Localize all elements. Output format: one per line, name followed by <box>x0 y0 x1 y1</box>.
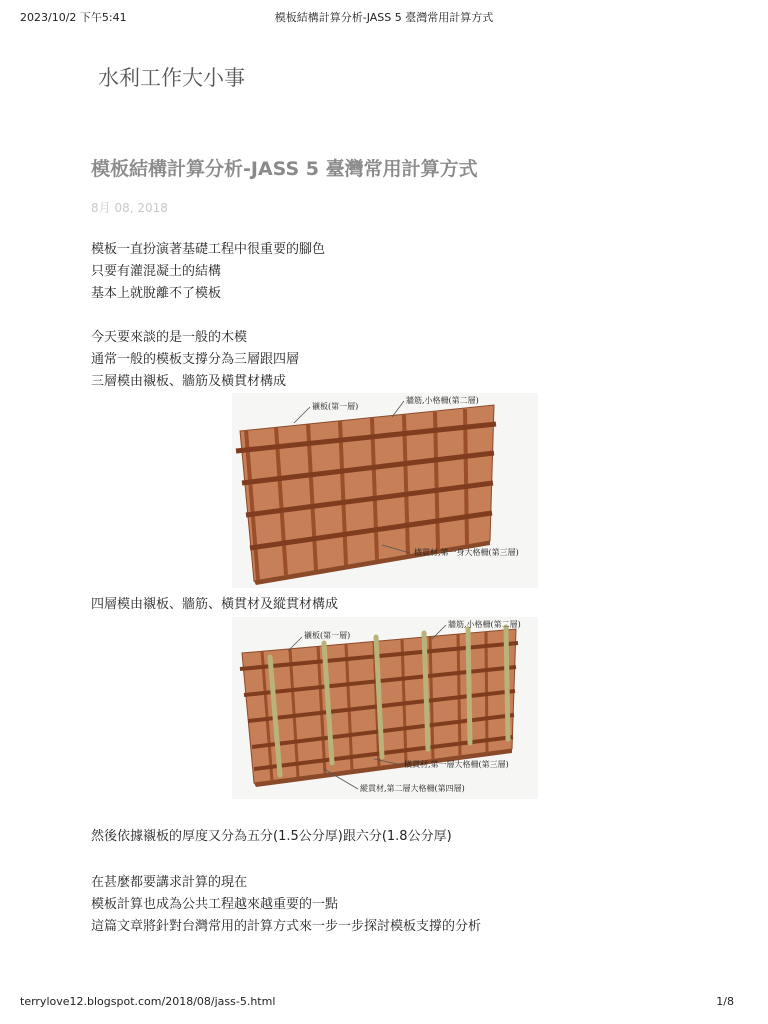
paragraph-formwork-types <box>91 327 299 393</box>
text-line: 通常一般的模板支撐分為三層跟四層 <box>91 352 300 367</box>
print-doc-title: 模板結構計算分析-JASS 5 臺灣常用計算方式 <box>274 11 494 24</box>
text-line: 在甚麼都要講求計算的現在 <box>91 875 248 890</box>
four-layer-formwork-figure <box>232 617 538 799</box>
text-line: 今天要來談的是一般的木模 <box>91 330 248 345</box>
label-sheathing: 襯板(第一層) <box>304 631 351 640</box>
vertical-pipe <box>506 627 508 739</box>
post-date[interactable]: 8月 08, 2018 <box>91 201 168 215</box>
text-line: 然後依據襯板的厚度又分為五分(1.5公分厚)跟六分(1.8公分厚) <box>91 829 452 844</box>
label-sheathing: 襯板(第一層) <box>312 402 359 411</box>
text-line: 三層模由襯板、牆筋及橫貫材構成 <box>91 374 287 389</box>
blog-title-link[interactable]: 水利工作大小事 <box>98 66 245 90</box>
text-line: 模板一直扮演著基礎工程中很重要的腳色 <box>91 242 326 257</box>
paragraph-intro <box>91 239 325 305</box>
text-line: 四層模由襯板、牆筋、橫貫材及縱貫材構成 <box>91 597 339 612</box>
paragraph-purpose <box>91 872 481 938</box>
text-line: 模板計算也成為公共工程越來越重要的一點 <box>91 897 339 912</box>
label-walers: 橫貫材,第一身大格柵(第三層) <box>414 548 519 557</box>
post-title: 模板結構計算分析-JASS 5 臺灣常用計算方式 <box>91 158 478 180</box>
three-layer-formwork-figure <box>232 393 538 588</box>
text-line: 這篇文章將針對台灣常用的計算方式來一步一步探討模板支撐的分析 <box>91 919 482 934</box>
print-page-number: 1/8 <box>716 995 734 1008</box>
stud <box>458 634 460 756</box>
print-url: terrylove12.blogspot.com/2018/08/jass-5.html <box>20 995 276 1008</box>
paragraph-four-layer <box>91 594 338 616</box>
text-line: 只要有灌混凝土的結構 <box>91 264 222 279</box>
print-datetime: 2023/10/2 下午5:41 <box>20 11 127 24</box>
text-line: 基本上就脫離不了模板 <box>91 286 222 301</box>
label-walers: 橫貫材,第一層大格柵(第三層) <box>404 760 509 769</box>
label-studs: 牆筋,小格柵(第二層) <box>406 396 479 405</box>
vertical-pipe <box>468 629 470 743</box>
label-studs: 牆筋,小格柵(第二層) <box>448 620 521 629</box>
paragraph-thickness <box>91 826 452 848</box>
label-vertical-pipes: 縱貫材,第二層大格柵(第四層) <box>360 784 465 793</box>
